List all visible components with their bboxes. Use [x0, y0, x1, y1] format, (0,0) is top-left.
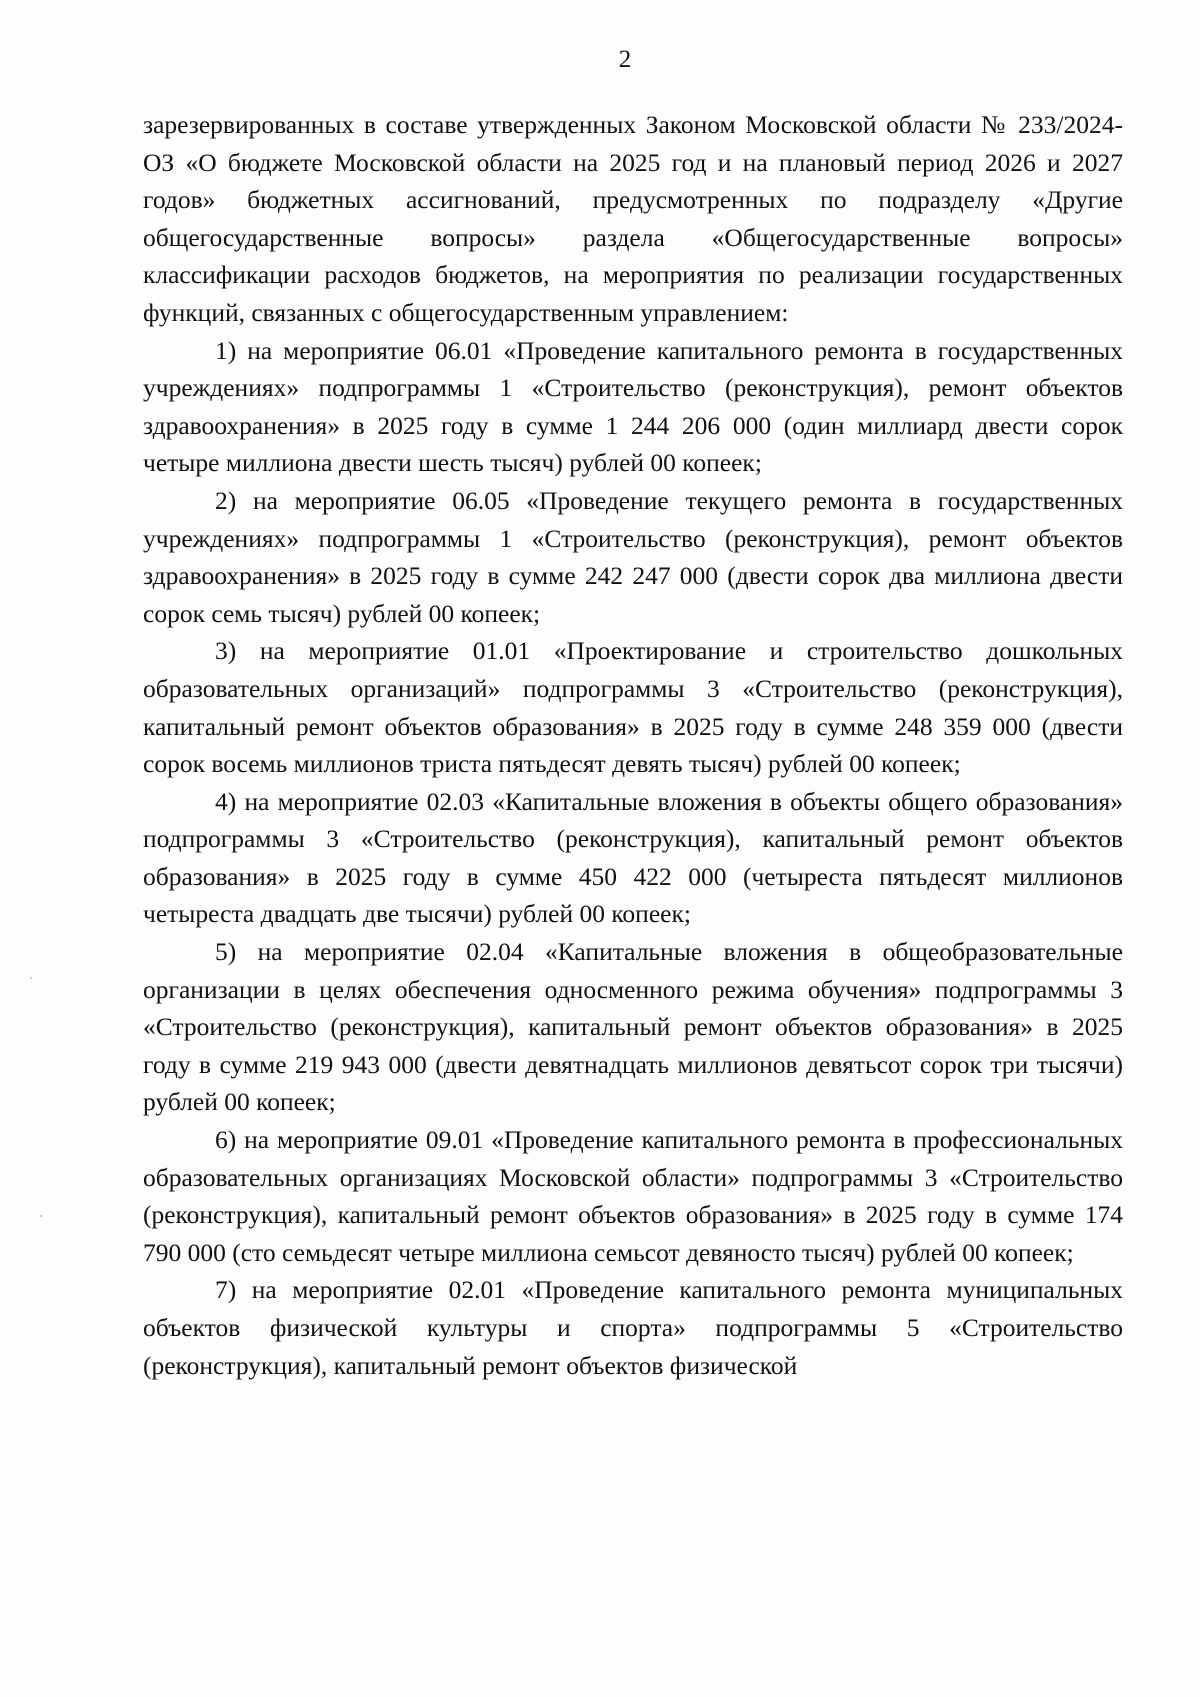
document-body — [143, 106, 1123, 1384]
list-item: 3) на мероприятие 01.01 «Проектирование и строительство дошкольных образовательных организаций» подпрограммы 3 «Строительство (реконструкция), капитальный ремонт объектов образования» в 2025 году в сумме 248 359 000 (двести сорок восемь миллионов триста пятьдесят девять тысяч) рублей 00 копеек; — [143, 636, 1123, 779]
list-item: 4) на мероприятие 02.03 «Капитальные вложения в объекты общего образования» подпрограммы 3 «Строительство (реконструкция), капитальный ремонт объектов образования» в 2025 году в сумме 450 422 000 (четыреста пятьдесят миллионов четыреста двадцать две тысячи) рублей 00 копеек; — [143, 786, 1123, 929]
list-item: 1) на мероприятие 06.01 «Проведение капитального ремонта в государственных учреждениях» подпрограммы 1 «Строительство (реконструкция), ремонт объектов здравоохранения» в 2025 году в сумме 1 244 206 000 (один миллиард двести сорок четыре миллиона двести шесть тысяч) рублей 00 копеек; — [143, 335, 1123, 478]
list-item: 6) на мероприятие 09.01 «Проведение капитального ремонта в профессиональных образовательных организациях Московской области» подпрограммы 3 «Строительство (реконструкция), капитальный ремонт объектов образования» в 2025 году в сумме 174 790 000 (сто семьдесят четыре миллиона семьсот девяносто тысяч) рублей 00 копеек; — [143, 1125, 1123, 1267]
scan-speck — [40, 1215, 42, 1217]
scan-speck — [30, 977, 32, 979]
list-item: 5) на мероприятие 02.04 «Капитальные вложения в общеобразовательные организации в целях обеспечения односменного режима обучения» подпрограммы 3 «Строительство (реконструкция), капитальный ремонт объектов образования» в 2025 году в сумме 219 943 000 (двести девятнадцать миллионов девятьсот сорок три тысячи) рублей 00 копеек; — [143, 937, 1123, 1117]
page-number: 2 — [618, 46, 632, 73]
list-item: 2) на мероприятие 06.05 «Проведение текущего ремонта в государственных учреждениях» подпрограммы 1 «Строительство (реконструкция), ремонт объектов здравоохранения» в 2025 году в сумме 242 247 000 (двести сорок два миллиона двести сорок семь тысяч) рублей 00 копеек; — [143, 485, 1123, 628]
intro-paragraph: зарезервированных в составе утвержденных Законом Московской области № 233/2024-ОЗ «О бюджете Московской области на 2025 год и на плановый период 2026 и 2027 годов» бюджетных ассигнований, предусмотренных по подразделу «Другие общегосударственные вопросы» раздела «Общегосударственные вопросы» классификации расходов бюджетов, на мероприятия по реализации государственных функций, связанных с общегосударственным управлением: — [143, 110, 1123, 327]
list-item: 7) на мероприятие 02.01 «Проведение капитального ремонта муниципальных объектов физической культуры и спорта» подпрограммы 5 «Строительство (реконструкция), капитальный ремонт объектов физической — [143, 1275, 1123, 1380]
